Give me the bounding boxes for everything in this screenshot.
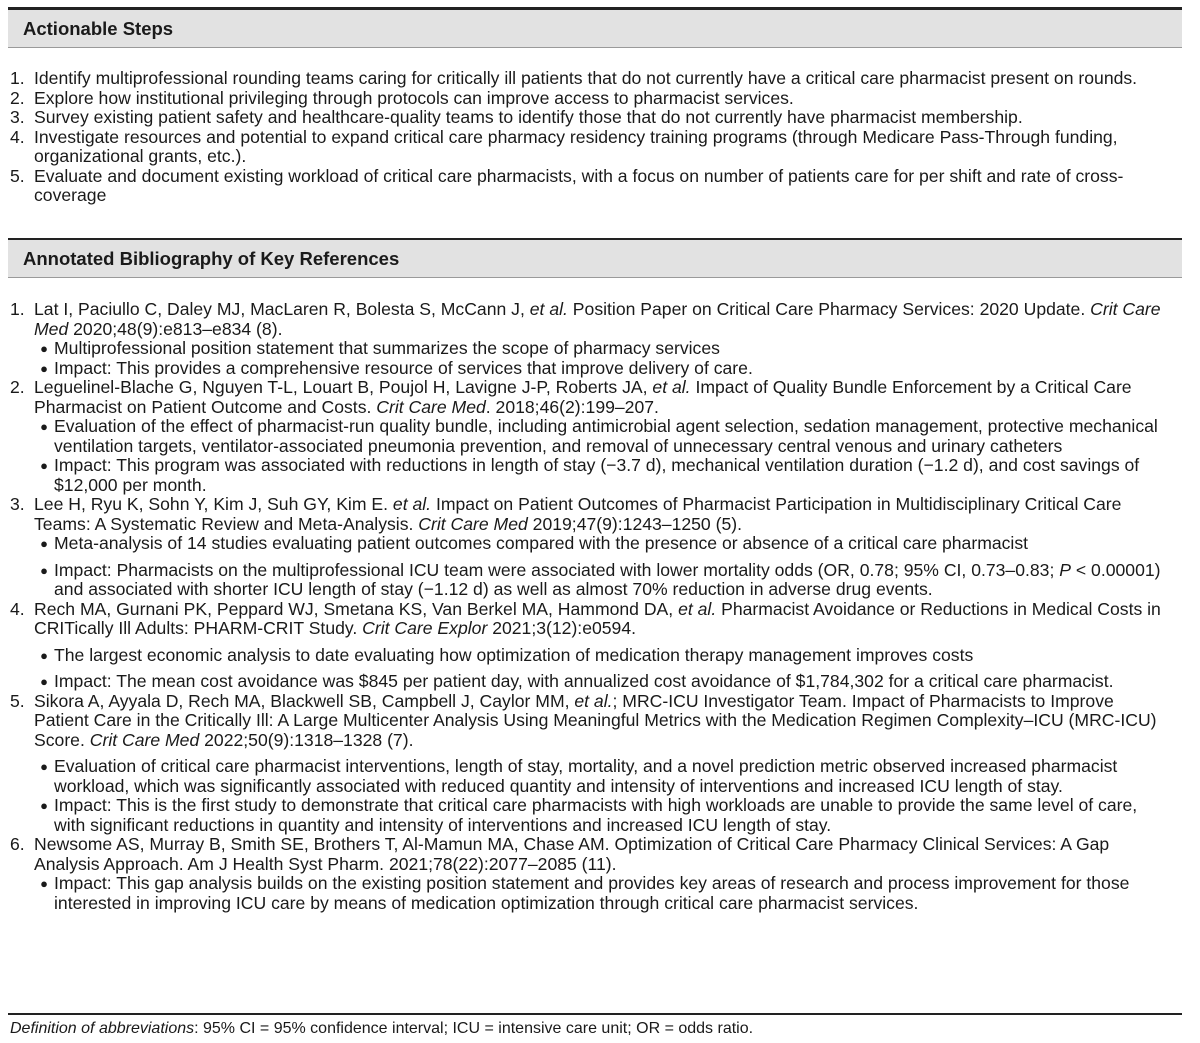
bullet-text: Impact: The mean cost avoidance was $845 per patient day, with annualized cost avoidance of $1,784,302 for a critical care pharmacist. — [54, 671, 1114, 691]
bullet-icon: ● — [40, 536, 48, 551]
reference-etal: et al. — [678, 598, 717, 619]
step-number: 5. — [10, 165, 25, 186]
bullet-text: Evaluation of critical care pharmacist interventions, length of stay, mortality, and a novel prediction metric observed increased pharmacist workload, which was significantly associated with reduced quantity and intensity of interventions and increased ICU length of stay. — [54, 756, 1118, 796]
bullet-icon: ● — [40, 360, 48, 376]
step-number: 3. — [10, 107, 25, 127]
reference-journal: Crit Care Med — [34, 299, 1161, 339]
step-item — [10, 167, 1172, 206]
bullet-item — [10, 757, 1172, 796]
bullet-text: Impact: This provides a comprehensive resource of services that improve delivery of care. — [54, 357, 753, 378]
reference-details: 2020;48(9):e813–e834 (8). — [68, 318, 283, 339]
bullet-text: Evaluation of the effect of pharmacist-run quality bundle, including antimicrobial agent selection, sedation management, protective mechanical ventilation targets, ventilator-associated pneumonia prevention, and removal of unnecessary central venous and urinary catheters — [54, 416, 1158, 456]
reference-item — [10, 378, 1172, 417]
reference-citation: Newsome AS, Murray B, Smith SE, Brothers T, Al-Mamun MA, Chase AM. Optimization of Critical Care Pharmacy Clinical Services: A Gap Analysis Approach. Am J Health Syst Pharm. 2021;78(22):2077–2085 (11). — [34, 834, 1110, 874]
bullet-icon: ● — [40, 647, 48, 663]
reference-authors: Rech MA, Gurnani PK, Peppard WJ, Smetana KS, Van Berkel MA, Hammond DA, — [34, 598, 679, 619]
bullet-item — [10, 339, 1172, 359]
step-number: 4. — [10, 126, 25, 147]
impact-text-b: < 0.00001) and associated with shorter ICU length of stay (−1.12 d) as well as almost 70% reduction in adverse drug events. — [54, 559, 1161, 599]
bullet-text: Impact: This is the first study to demonstrate that critical care pharmacists with high workloads are unable to provide the same level of care, with significant reductions in quantity and intensity of interventions and increased ICU length of stay. — [54, 795, 1138, 835]
reference-title: Impact of Quality Bundle Enforcement by a Critical Care Pharmacist on Patient Outcome and Costs. — [34, 377, 1132, 417]
step-item — [10, 89, 1172, 109]
step-text: Evaluate and document existing workload of critical care pharmacists, with a focus on number of patients care for per shift and rate of cross-coverage — [34, 165, 1124, 205]
bullet-text: The largest economic analysis to date evaluating how optimization of medication therapy management improves costs — [54, 644, 974, 665]
reference-body — [34, 692, 1172, 751]
reference-details: . 2018;46(2):199–207. — [485, 396, 659, 417]
actionable-steps-list — [10, 69, 1172, 206]
bullet-item — [10, 359, 1172, 379]
reference-body — [34, 300, 1172, 339]
bullet-item — [10, 672, 1172, 692]
bullet-text: Impact: This gap analysis builds on the existing position statement and provides key areas of research and process improvement for those interested in improving ICU care by means of medication optimization through critical care pharmacist services. — [54, 873, 1130, 913]
actionable-steps-heading: Actionable Steps — [8, 10, 1182, 48]
reference-item — [10, 300, 1172, 339]
bullet-icon: ● — [40, 341, 48, 356]
bullet-item — [10, 646, 1172, 666]
bullet-item — [10, 561, 1172, 600]
step-number: 1. — [10, 68, 25, 88]
bottom-rule — [8, 1013, 1182, 1015]
bullet-item — [10, 417, 1172, 456]
reference-journal: Crit Care Med — [418, 513, 528, 534]
bullet-text — [54, 561, 1172, 600]
bullet-text: Multiprofessional position statement that summarizes the scope of pharmacy services — [54, 338, 720, 358]
reference-details: 2019;47(9):1243–1250 (5). — [527, 513, 742, 534]
p-value-symbol: P — [1059, 559, 1071, 580]
reference-title: Impact on Patient Outcomes of Pharmacist Participation in Multidisciplinary Critical Care Teams: A Systematic Review and Meta-Analysis. — [34, 494, 1122, 534]
reference-number: 6. — [10, 834, 25, 854]
step-item — [10, 108, 1172, 128]
reference-citation — [34, 692, 1172, 751]
reference-citation — [34, 600, 1172, 639]
reference-item — [10, 600, 1172, 639]
reference-number: 2. — [10, 377, 25, 397]
bullet-icon: ● — [40, 798, 48, 813]
bullet-text: Meta-analysis of 14 studies evaluating patient outcomes compared with the presence or absence of a critical care pharmacist — [54, 533, 1029, 553]
reference-citation — [34, 378, 1172, 417]
reference-authors: Lee H, Ryu K, Sohn Y, Kim J, Suh GY, Kim E. — [34, 494, 393, 514]
reference-item — [10, 692, 1172, 751]
reference-citation — [34, 495, 1172, 534]
bibliography-list — [10, 300, 1172, 913]
bullet-icon: ● — [40, 674, 48, 689]
reference-authors: Sikora A, Ayyala D, Rech MA, Blackwell SB, Campbell J, Caylor MM, — [34, 690, 575, 711]
bullet-item — [10, 796, 1172, 835]
impact-text-a: Impact: Pharmacists on the multiprofessional ICU team were associated with lower mortality odds (OR, 0.78; 95% CI, 0.73–0.83; — [54, 559, 1060, 580]
reference-number: 3. — [10, 494, 25, 514]
reference-body — [34, 495, 1172, 534]
reference-title: ; MRC-ICU Investigator Team. Impact of Pharmacists to Improve Patient Care in the Critically Ill: A Large Multicenter Analysis Using Meaningful Metrics with the Medication Regimen Complexity–ICU (MRC-ICU) Score. — [34, 690, 1157, 750]
reference-title: Position Paper on Critical Care Pharmacy Services: 2020 Update. — [567, 299, 1091, 319]
bibliography-heading: Annotated Bibliography of Key References — [8, 238, 1182, 278]
reference-body — [34, 600, 1172, 639]
reference-number: 4. — [10, 598, 25, 619]
footnote-label: Definition of abbreviations — [10, 1020, 195, 1037]
reference-etal: et al. — [392, 494, 432, 514]
reference-details: 2021;3(12):e0594. — [487, 618, 637, 638]
reference-body — [34, 378, 1172, 417]
bullet-icon: ● — [40, 419, 48, 434]
reference-etal: et al. — [574, 690, 613, 711]
reference-title: Pharmacist Avoidance or Reductions in Medical Costs in CRITically Ill Adults: PHARM-CRIT Study. — [34, 598, 1161, 638]
reference-item — [10, 495, 1172, 534]
bullet-icon: ● — [40, 458, 48, 473]
reference-etal: et al. — [529, 299, 568, 319]
abbreviations-footnote — [10, 1019, 753, 1039]
bullet-item — [10, 874, 1172, 913]
step-number: 2. — [10, 87, 25, 108]
reference-journal: Crit Care Explor — [362, 618, 488, 638]
step-text: Explore how institutional privileging through protocols can improve access to pharmacist services. — [34, 87, 794, 108]
step-item — [10, 69, 1172, 89]
reference-citation — [34, 300, 1172, 339]
bullet-text: Impact: This program was associated with reductions in length of stay (−3.7 d), mechanical ventilation duration (−1.2 d), and cost savings of $12,000 per month. — [54, 455, 1140, 495]
step-text: Identify multiprofessional rounding teams caring for critically ill patients that do not currently have a critical care pharmacist present on rounds. — [34, 68, 1138, 88]
bullet-item — [10, 534, 1172, 554]
bullet-icon: ● — [40, 562, 48, 578]
bullet-item — [10, 456, 1172, 495]
bullet-icon: ● — [40, 876, 48, 891]
reference-details: 2022;50(9):1318–1328 (7). — [199, 729, 414, 750]
step-text: Investigate resources and potential to expand critical care pharmacy residency training programs (through Medicare Pass-Through funding, organizational grants, etc.). — [34, 126, 1118, 166]
reference-authors: Leguelinel-Blache G, Nguyen T-L, Louart B, Poujol H, Lavigne J-P, Roberts JA, — [34, 377, 653, 397]
reference-journal: Crit Care Med — [376, 396, 486, 417]
reference-journal: Crit Care Med — [89, 729, 200, 750]
footnote-text: : 95% CI = 95% confidence interval; ICU = intensive care unit; OR = odds ratio. — [194, 1020, 754, 1037]
reference-item — [10, 835, 1172, 874]
reference-etal: et al. — [652, 377, 691, 397]
step-text: Survey existing patient safety and healthcare-quality teams to identify those that do not currently have pharmacist membership. — [34, 107, 1023, 127]
reference-number: 1. — [10, 299, 25, 319]
bullet-icon: ● — [40, 759, 48, 774]
reference-authors: Lat I, Paciullo C, Daley MJ, MacLaren R, Bolesta S, McCann J, — [34, 299, 530, 319]
step-item — [10, 128, 1172, 167]
reference-number: 5. — [10, 690, 25, 711]
